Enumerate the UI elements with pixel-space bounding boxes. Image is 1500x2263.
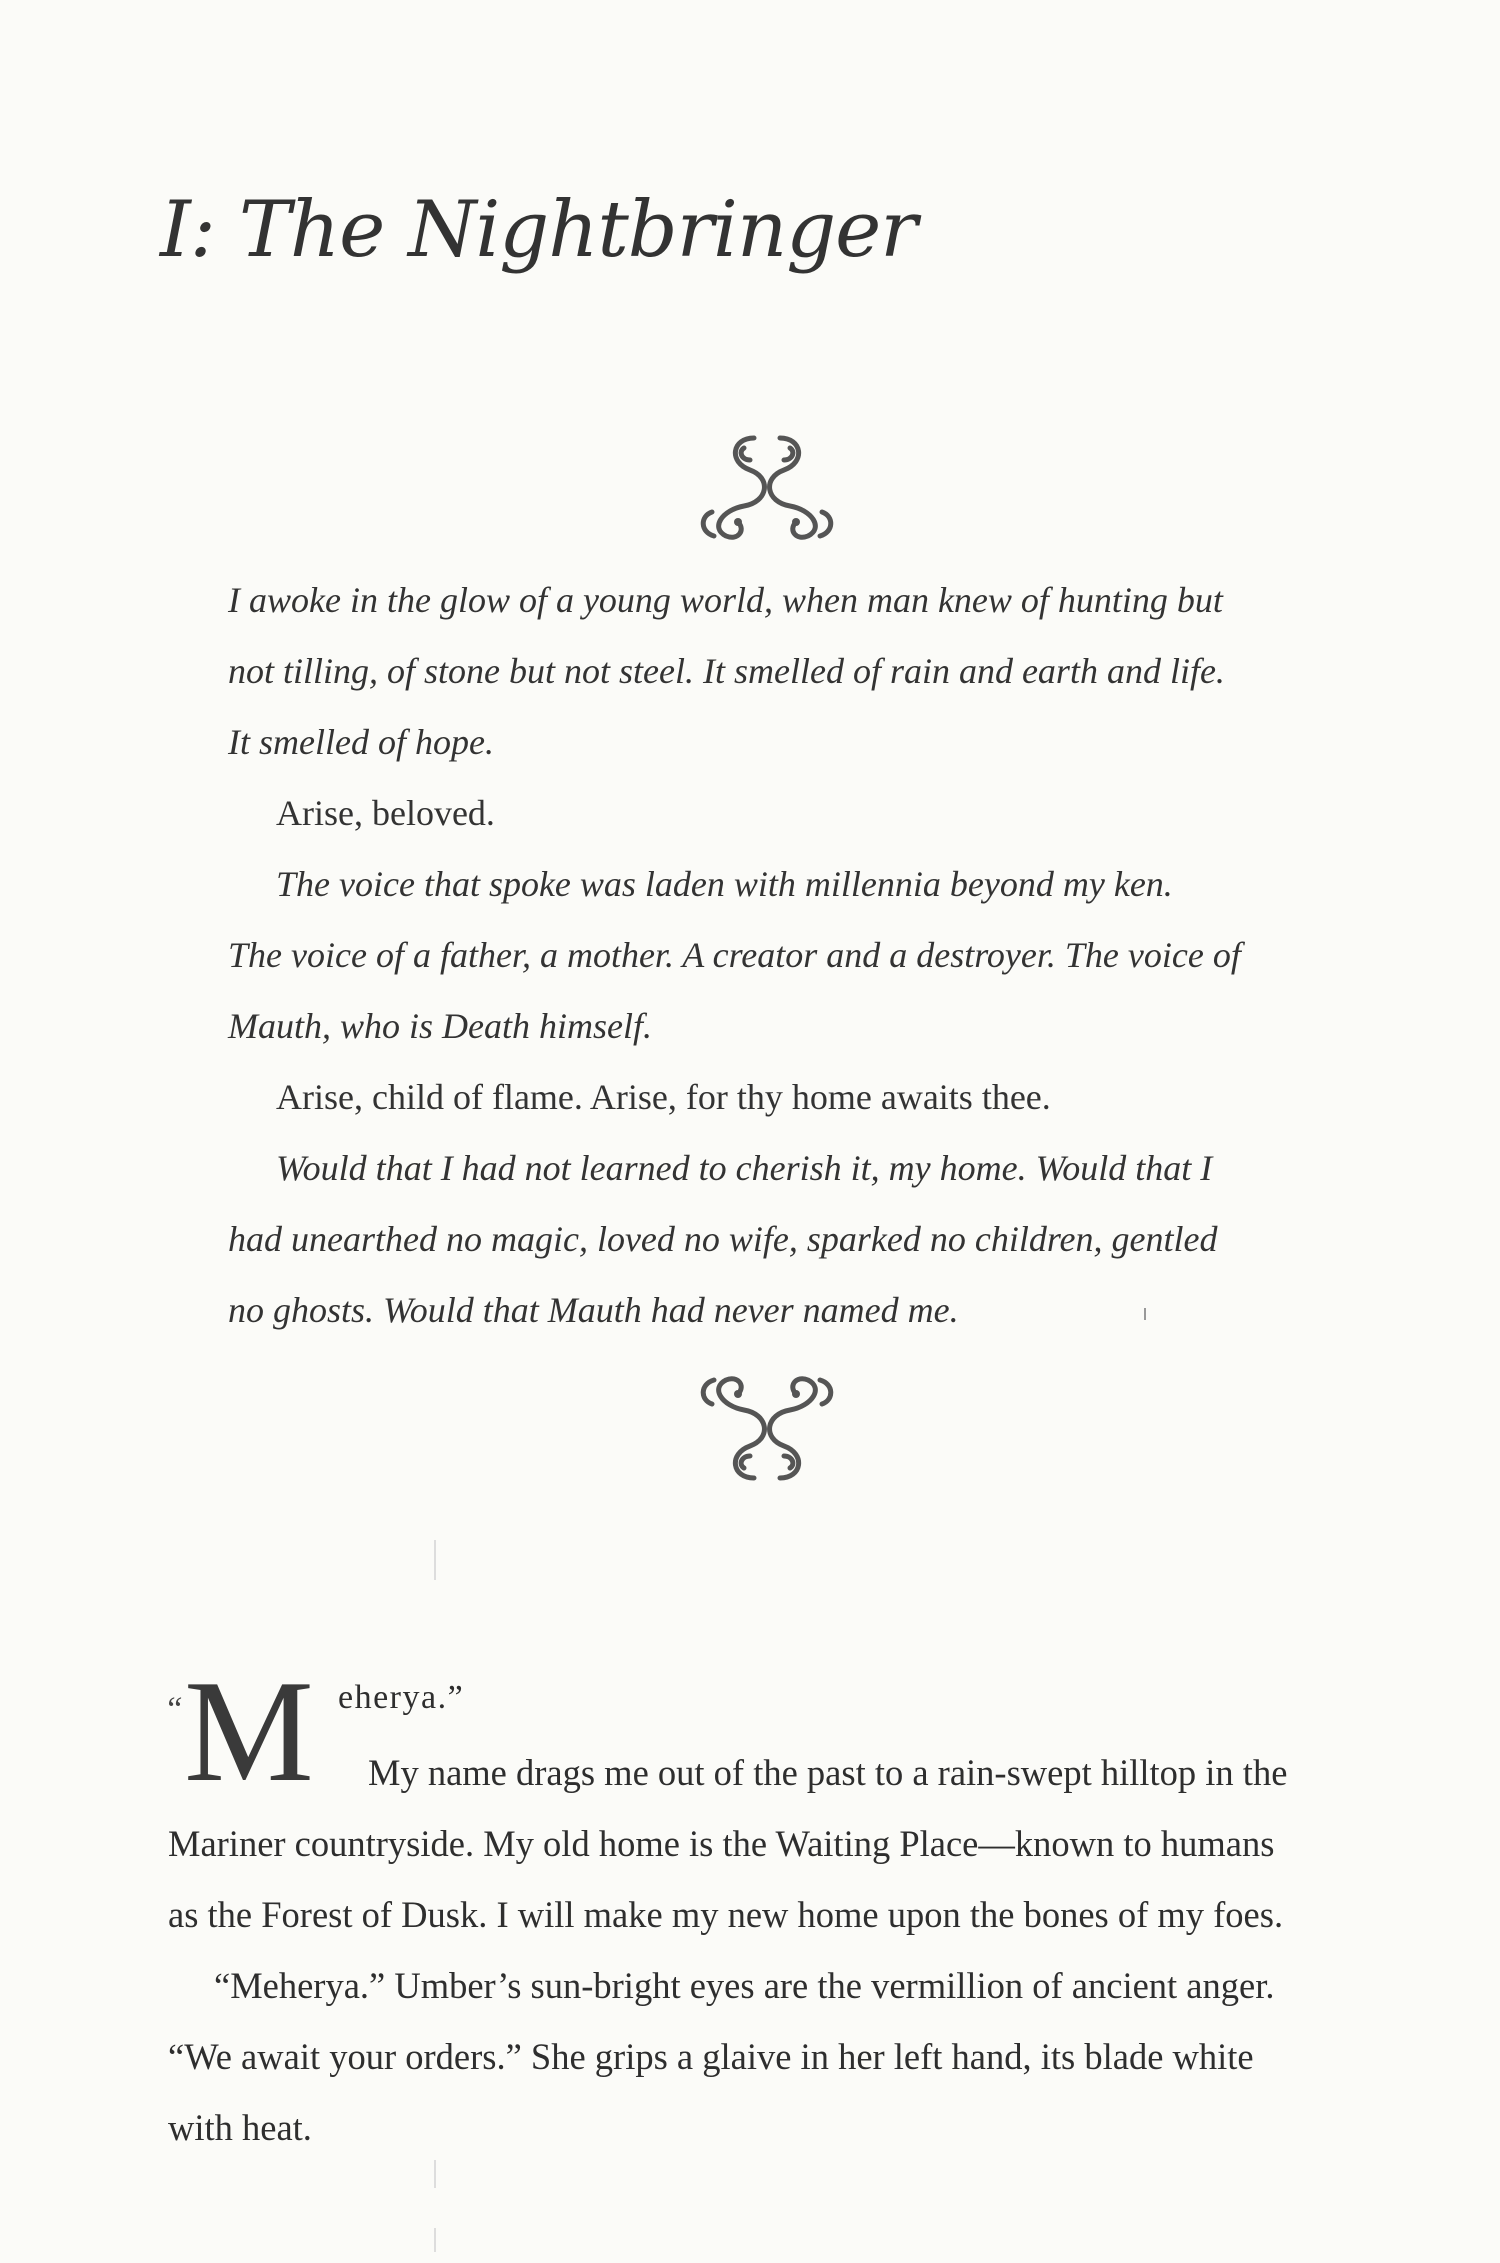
body-line: “We await your orders.” She grips a glaive in her left hand, its blade white [168,2036,1254,2077]
first-line-rest: eherya.” [338,1679,465,1716]
paper-mark [434,2160,436,2188]
body-line: as the Forest of Dusk. I will make my new home upon the bones of my foes. [168,1894,1284,1935]
ornament-bottom-icon [692,1370,842,1488]
paper-mark [434,2228,436,2252]
chapter-title: I: The Nightbringer [160,185,917,275]
body-text [164,1650,1378,2163]
body-line: with heat. [168,2107,312,2148]
epigraph-line: The voice of a father, a mother. A creator and a destroyer. The voice of [228,935,1241,975]
epigraph-line: no ghosts. Would that Mauth had never named me. [228,1290,959,1330]
epigraph-line: Arise, child of flame. Arise, for thy home awaits thee. [276,1077,1051,1117]
epigraph-line: I awoke in the glow of a young world, when man knew of hunting but [228,580,1223,620]
epigraph-line: It smelled of hope. [228,722,494,762]
epigraph-line: Mauth, who is Death himself. [228,1006,652,1046]
epigraph-line: Would that I had not learned to cherish it, my home. Would that I [276,1148,1213,1188]
drop-cap: M [184,1650,314,1812]
epigraph-line: not tilling, of stone but not steel. It smelled of rain and earth and life. [228,651,1225,691]
stray-mark [1144,1308,1146,1320]
body-line: Mariner countryside. My old home is the Waiting Place—known to humans [168,1823,1275,1864]
body-line: My name drags me out of the past to a rain-swept hilltop in the [368,1752,1288,1793]
first-paragraph [164,1650,1378,1812]
epigraph [228,565,1318,1346]
paper-mark [434,1540,436,1580]
epigraph-line: Arise, beloved. [276,793,495,833]
open-quote: “ [164,1691,183,1728]
ornament-top-icon [692,428,842,546]
body-line: “Meherya.” Umber’s sun-bright eyes are the vermillion of ancient anger. [214,1965,1275,2006]
epigraph-line: had unearthed no magic, loved no wife, sparked no children, gentled [228,1219,1218,1259]
epigraph-line: The voice that spoke was laden with millennia beyond my ken. [276,864,1173,904]
